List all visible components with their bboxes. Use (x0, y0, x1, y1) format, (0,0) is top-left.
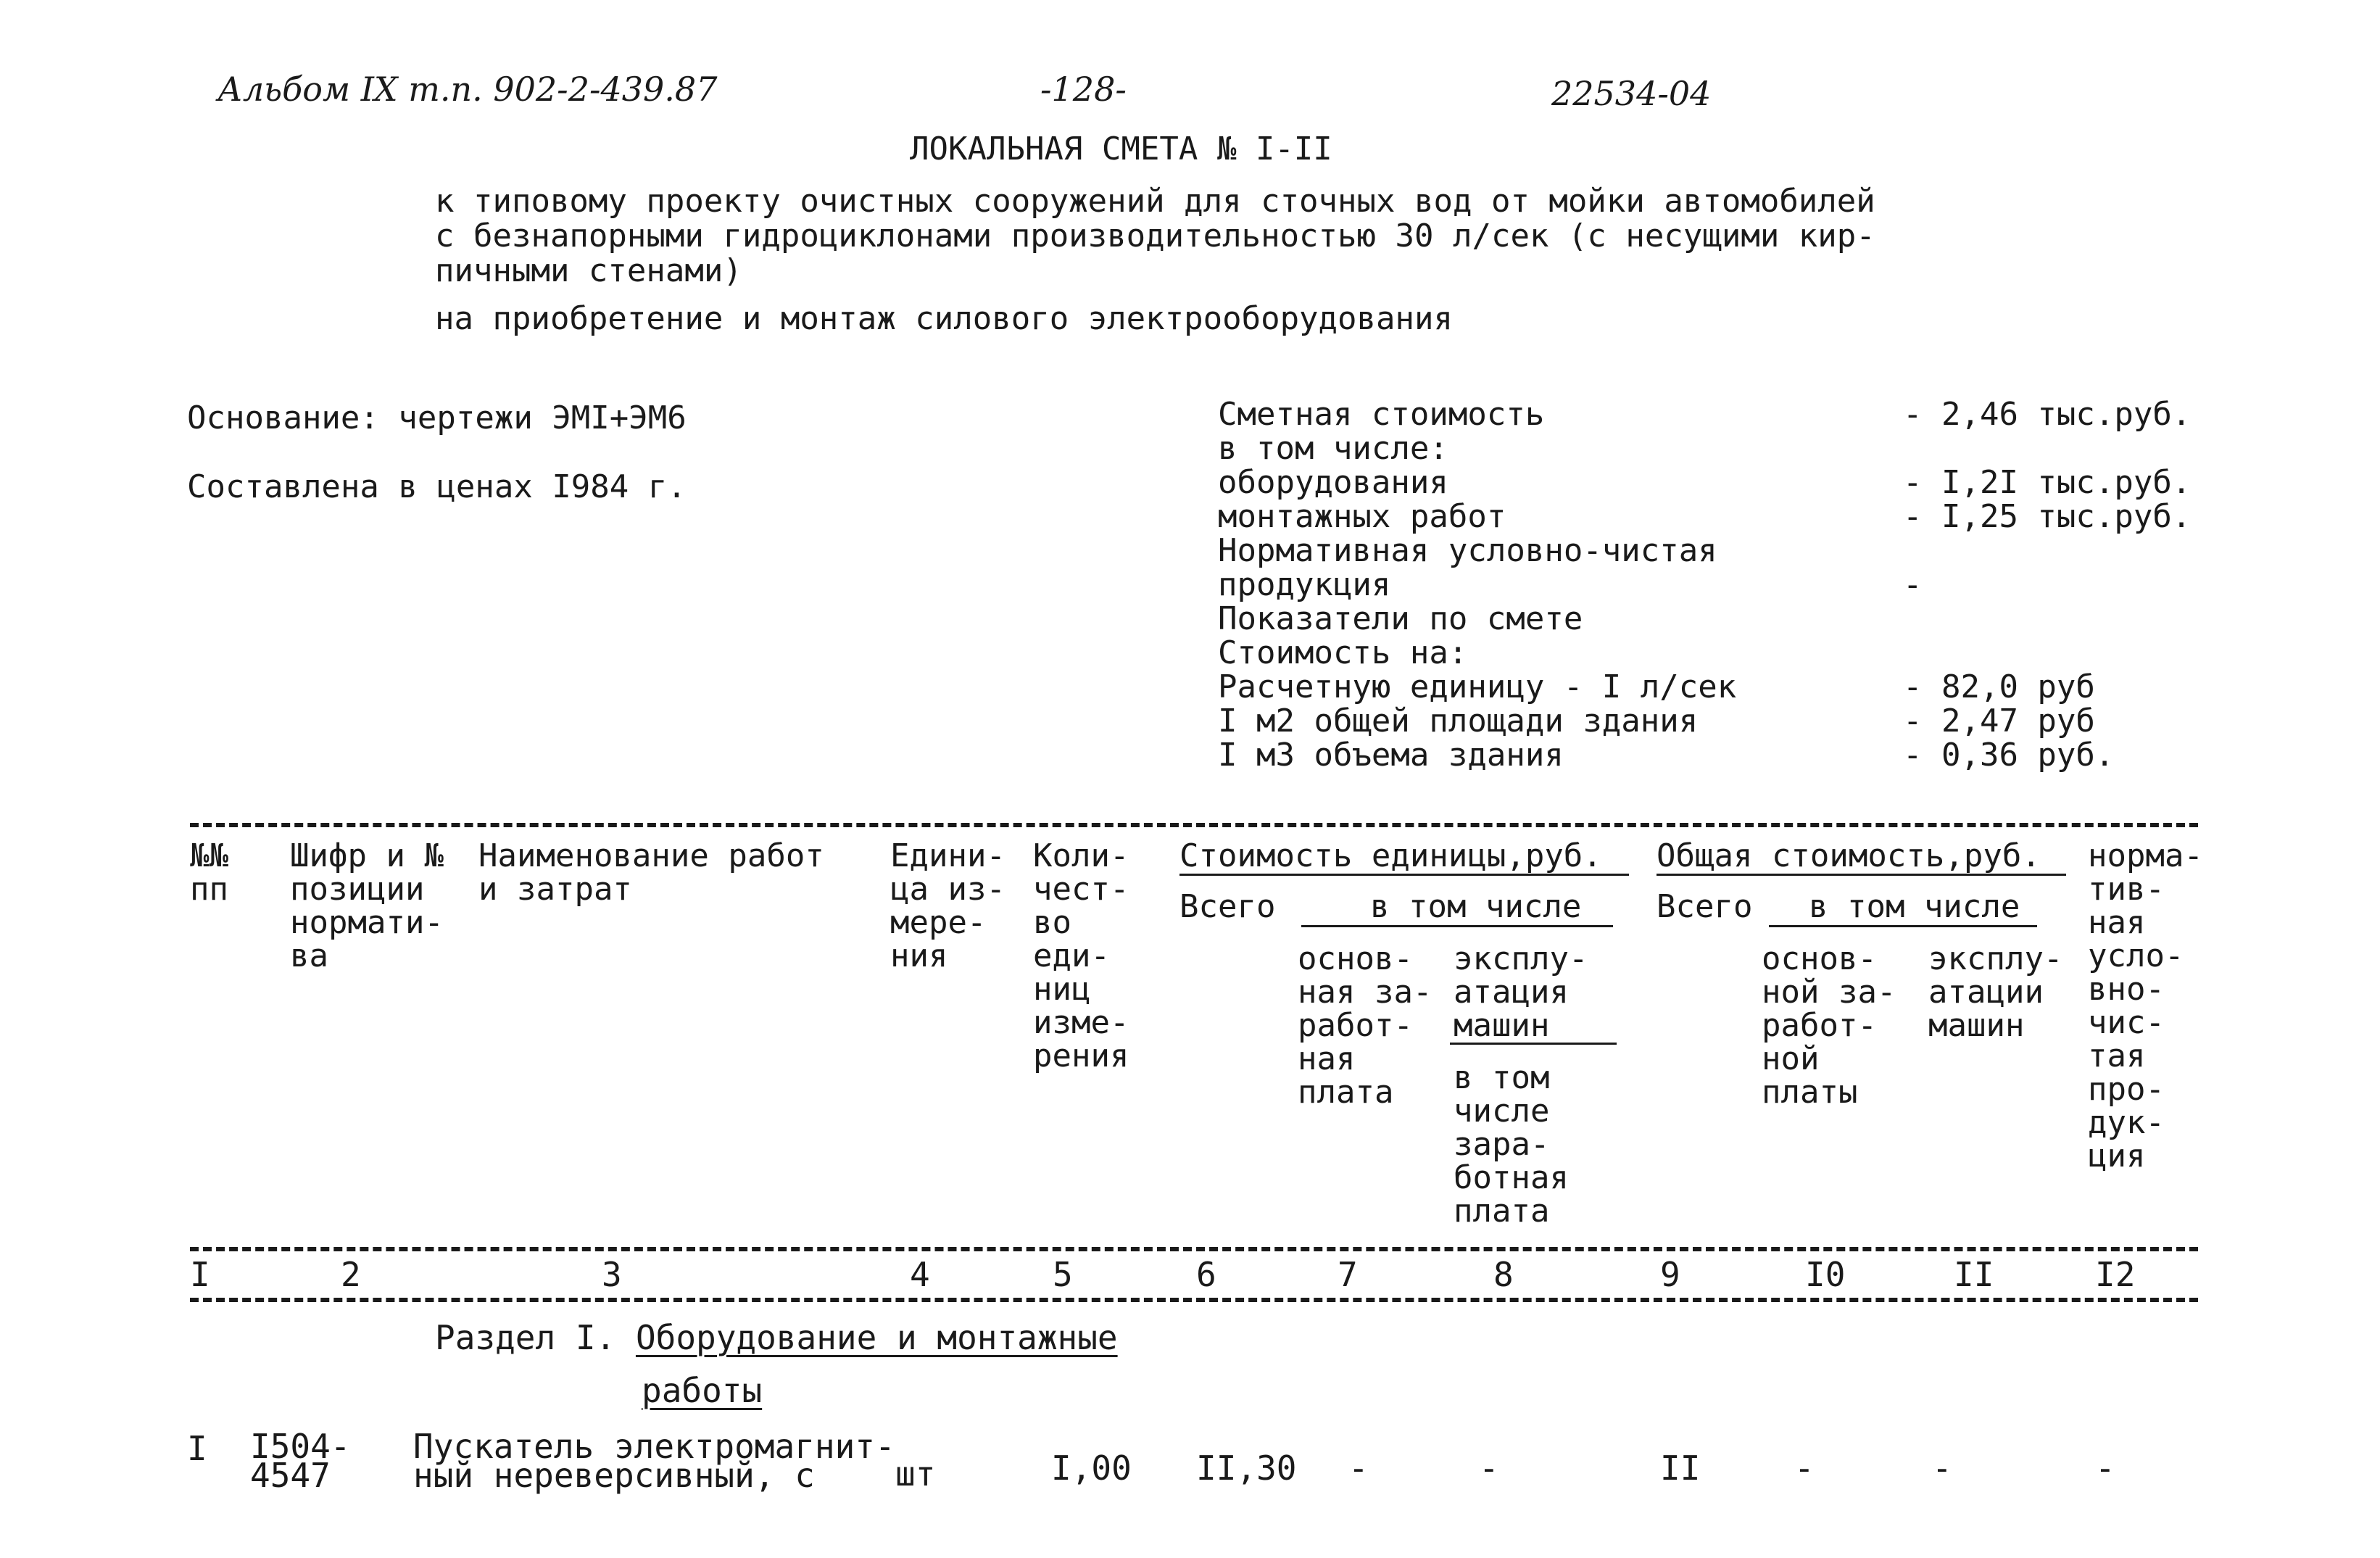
header-col-6-total: Всего (1179, 888, 1276, 925)
section-heading (435, 1318, 1118, 1357)
subtitle-line-3: пичными стенами) (435, 252, 742, 289)
header-col-8-sub (1454, 1061, 1569, 1228)
header-col-2-line: позиции (290, 871, 425, 908)
header-col-5-line: рения (1033, 1037, 1129, 1074)
row-1-name-line: Пускатель электромагнит- (413, 1427, 895, 1466)
header-bottom-rule (190, 1247, 2198, 1251)
header-col-12-line: усло- (2088, 937, 2184, 974)
document-code: 22534-04 (1551, 74, 1712, 113)
subtitle-line-4: на приобретение и монтаж силового электрооборудования (435, 300, 1453, 337)
summary-value-10: - 0,36 руб. (1903, 737, 2115, 774)
summary-label-1: в том числе: (1218, 430, 1448, 467)
album-reference: Альбом IX т.п. 902-2-439.87 (217, 70, 718, 109)
header-col-12-line: тив- (2088, 871, 2165, 908)
column-number-1: I (190, 1255, 210, 1294)
summary-label-4: Нормативная условно-чистая (1218, 532, 1717, 569)
summary-label-8: Расчетную единицу - I л/сек (1218, 668, 1737, 705)
header-col-7-line: плата (1298, 1074, 1394, 1111)
header-col-2 (290, 837, 444, 974)
row-1-code (250, 1427, 351, 1495)
summary-label-10: I м3 объема здания (1218, 737, 1564, 774)
header-col-3 (478, 837, 824, 908)
header-col-1-line: пп (190, 871, 228, 908)
header-col-12-line: про- (2088, 1071, 2165, 1108)
table-top-rule (190, 823, 2198, 827)
header-col-2-line: Шифр и № (290, 837, 444, 874)
header-col-4 (890, 837, 1006, 974)
section-title-line-2: работы (642, 1371, 763, 1410)
header-col-5-line: изме- (1033, 1004, 1129, 1041)
summary-label-0: Сметная стоимость (1218, 396, 1545, 433)
summary-label-6: Показатели по смете (1218, 600, 1583, 637)
header-col-3-line: Наименование работ (478, 837, 824, 874)
summary-label-2: оборудования (1218, 464, 1448, 501)
unit-including-underline (1301, 925, 1613, 927)
summary-value-8: - 82,0 руб (1903, 668, 2095, 705)
row-1-net-product: - (2095, 1449, 2115, 1488)
row-1-code-line: I504- (250, 1427, 351, 1466)
total-cost-underline (1657, 874, 2066, 876)
header-col-5-line: Коли- (1033, 837, 1129, 874)
header-col-7-line: основ- (1298, 940, 1413, 977)
header-col-7 (1298, 942, 1432, 1109)
total-including-underline (1769, 925, 2037, 927)
column-number-12: I2 (2095, 1255, 2136, 1294)
row-1-machines: - (1479, 1449, 1499, 1488)
header-col-8-line: атация (1454, 974, 1569, 1011)
subtitle-line-1: к типовому проекту очистных сооружений для сточных вод от мойки автомобилей (435, 183, 1875, 220)
header-col-10-line: работ- (1762, 1007, 1877, 1044)
header-col-12-line: чис- (2088, 1004, 2165, 1041)
column-number-9: 9 (1660, 1255, 1680, 1294)
column-number-5: 5 (1053, 1255, 1073, 1294)
summary-label-3: монтажных работ (1218, 498, 1506, 535)
machines-underline (1450, 1043, 1617, 1045)
summary-value-3: - I,25 тыс.руб. (1903, 498, 2192, 535)
header-col-5 (1033, 837, 1129, 1074)
header-unit-cost-including: в том числе (1370, 888, 1582, 925)
header-col-10-line: платы (1762, 1074, 1858, 1111)
header-col-12 (2088, 837, 2203, 1174)
row-1-unit: шт (895, 1454, 936, 1493)
row-1-grand-machines: - (1932, 1449, 1952, 1488)
header-col-1 (190, 837, 228, 908)
summary-label-5: продукция (1218, 566, 1391, 603)
header-col-4-line: ца из- (890, 871, 1006, 908)
header-col-4-line: Едини- (890, 837, 1006, 874)
header-col-1-line: №№ (190, 837, 228, 874)
header-total-cost-including: в том числе (1809, 888, 2020, 925)
header-col-12-line: норма- (2088, 837, 2203, 874)
row-1-unit-total: II,30 (1196, 1449, 1297, 1488)
header-col-10 (1762, 942, 1896, 1109)
header-col-8-sub-line: зара- (1454, 1126, 1550, 1163)
page-number: -128- (1040, 70, 1127, 109)
header-col-10-line: ной за- (1762, 974, 1896, 1011)
header-col-4-line: ния (890, 937, 948, 974)
header-col-8-sub-line: числе (1454, 1093, 1550, 1130)
prices-text: Составлена в ценах I984 г. (187, 468, 687, 505)
header-col-8-sub-line: ботная (1454, 1159, 1569, 1196)
row-1-quantity: I,00 (1051, 1449, 1132, 1488)
basis-text: Основание: чертежи ЭМI+ЭМ6 (187, 399, 687, 436)
header-col-11-line: машин (1928, 1007, 2025, 1044)
header-col-8-line: эксплу- (1454, 940, 1588, 977)
column-numbers-rule (190, 1298, 2198, 1302)
section-prefix: Раздел I. (435, 1318, 616, 1357)
header-col-8-sub-line: в том (1454, 1059, 1550, 1096)
header-col-8 (1454, 942, 1588, 1043)
subtitle-line-2: с безнапорными гидроциклонами производительностью 30 л/сек (с несущими кир- (435, 217, 1875, 254)
header-col-2-line: ва (290, 937, 328, 974)
header-col-8-line: машин (1454, 1007, 1550, 1044)
summary-value-7 (1903, 636, 2191, 670)
summary-value-0: - 2,46 тыс.руб. (1903, 396, 2192, 433)
row-1-name (413, 1427, 895, 1495)
header-col-12-line: дук- (2088, 1104, 2165, 1141)
column-number-7: 7 (1338, 1255, 1358, 1294)
column-number-11: II (1954, 1255, 1994, 1294)
summary-value-1 (1903, 431, 2191, 465)
summary-labels (1218, 397, 1736, 772)
summary-label-7: Стоимость на: (1218, 634, 1468, 671)
header-col-4-line: мере- (890, 904, 987, 941)
row-1-name-line: ный нереверсивный, с (413, 1456, 815, 1495)
header-col-12-line: вно- (2088, 971, 2165, 1008)
header-total-cost: Общая стоимость,руб. (1657, 837, 2041, 874)
column-number-8: 8 (1493, 1255, 1514, 1294)
summary-value-6 (1903, 602, 2191, 636)
summary-value-5: - (1903, 566, 1923, 603)
header-col-7-line: ная за- (1298, 974, 1432, 1011)
header-col-3-line: и затрат (478, 871, 632, 908)
column-number-3: 3 (602, 1255, 622, 1294)
header-col-10-line: ной (1762, 1040, 1820, 1077)
header-col-11-line: атации (1928, 974, 2044, 1011)
header-col-11 (1928, 942, 2062, 1043)
summary-values (1903, 397, 2191, 772)
summary-value-9: - 2,47 руб (1903, 703, 2095, 739)
column-number-4: 4 (910, 1255, 930, 1294)
unit-cost-underline (1179, 874, 1629, 876)
header-col-5-line: ниц (1033, 971, 1091, 1008)
header-col-9-total: Всего (1657, 888, 1753, 925)
summary-value-2: - I,2I тыс.руб. (1903, 464, 2192, 501)
header-col-2-line: нормати- (290, 904, 444, 941)
row-1-grand-total: II (1660, 1449, 1701, 1488)
column-number-10: I0 (1805, 1255, 1846, 1294)
header-col-12-line: ная (2088, 904, 2146, 941)
document-title: ЛОКАЛЬНАЯ СМЕТА № I-II (910, 130, 1332, 167)
section-title-line-1: Оборудование и монтажные (635, 1318, 1118, 1357)
summary-value-4 (1903, 534, 2191, 568)
header-col-5-line: во (1033, 904, 1071, 941)
header-col-12-line: тая (2088, 1037, 2146, 1074)
header-unit-cost: Стоимость единицы,руб. (1179, 837, 1602, 874)
header-col-12-line: ция (2088, 1138, 2146, 1174)
header-col-7-line: работ- (1298, 1007, 1413, 1044)
header-col-11-line: эксплу- (1928, 940, 2063, 977)
row-1-base-wage: - (1348, 1449, 1369, 1488)
row-1-code-line: 4547 (250, 1456, 331, 1495)
header-col-7-line: ная (1298, 1040, 1356, 1077)
column-number-2: 2 (341, 1255, 361, 1294)
header-col-5-line: еди- (1033, 937, 1110, 974)
column-number-6: 6 (1196, 1255, 1216, 1294)
header-col-5-line: чест- (1033, 871, 1129, 908)
header-col-10-line: основ- (1762, 940, 1877, 977)
header-col-8-sub-line: плата (1454, 1193, 1550, 1230)
row-1-number: I (187, 1429, 207, 1468)
summary-label-9: I м2 общей площади здания (1218, 703, 1699, 739)
row-1-grand-wage: - (1794, 1449, 1815, 1488)
